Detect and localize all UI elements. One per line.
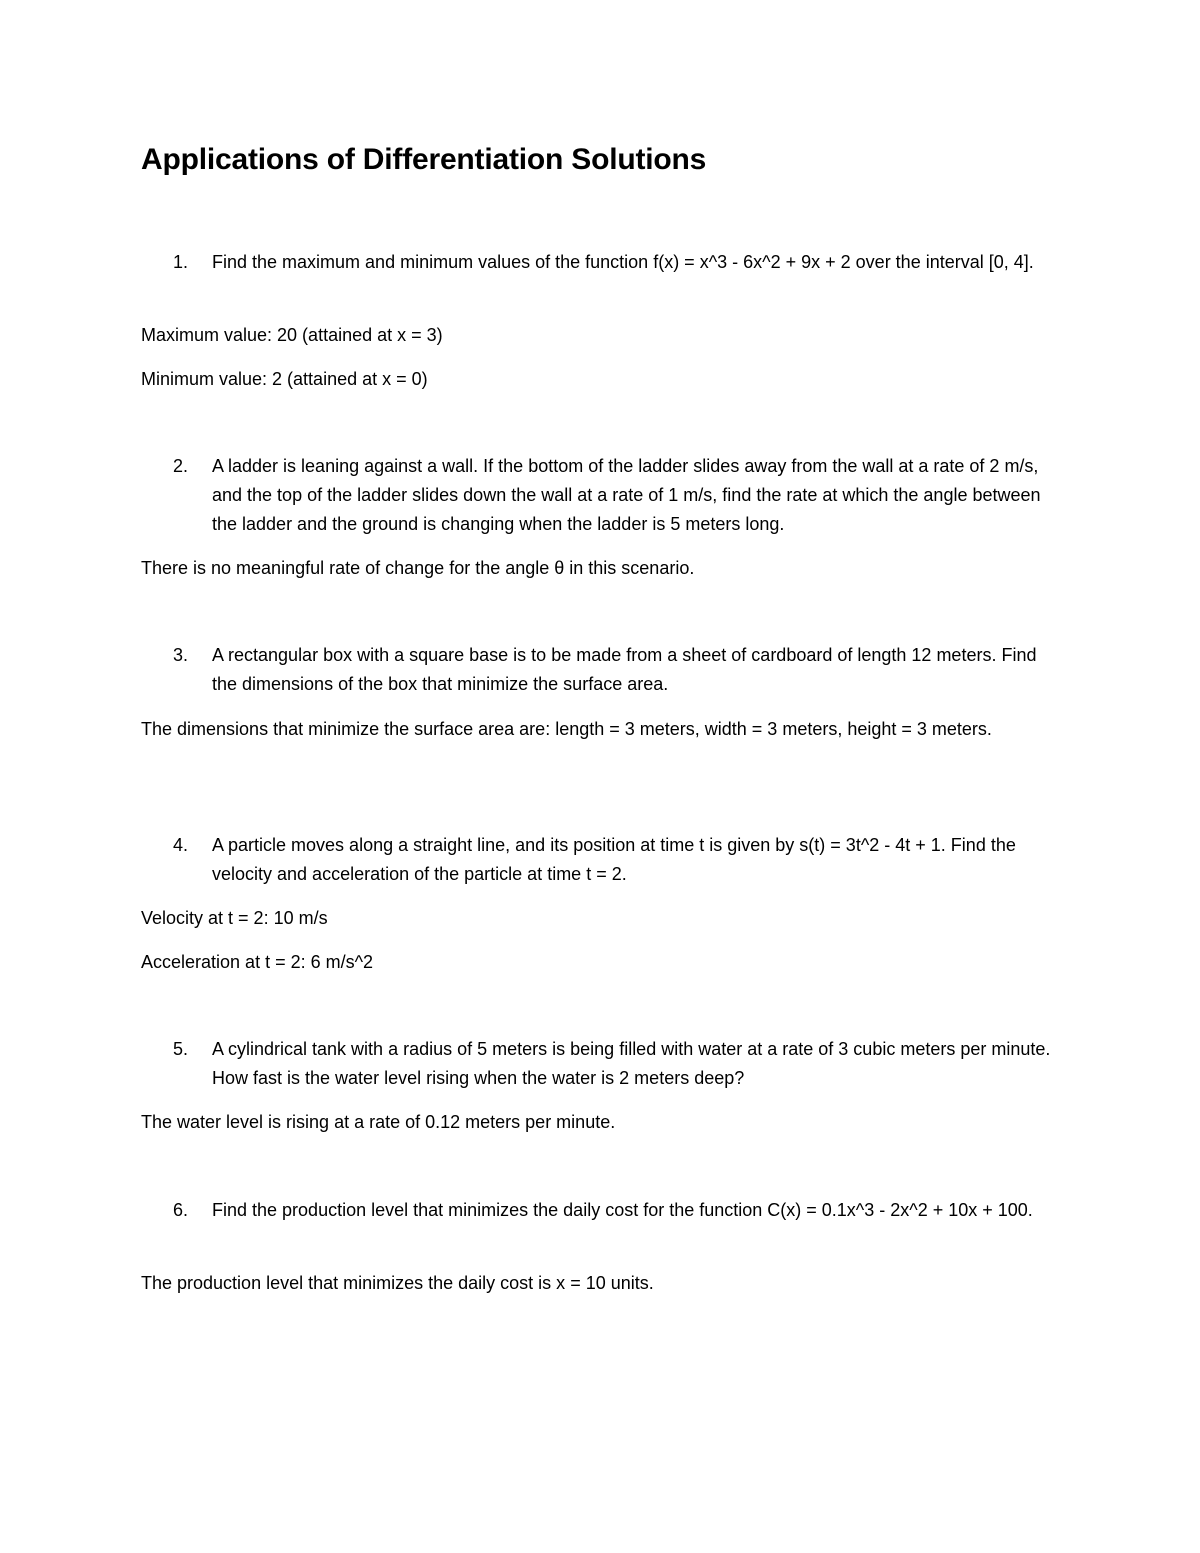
question-4 [141,831,1061,889]
answer-6: The production level that minimizes the daily cost is x = 10 units. [141,1273,654,1293]
document-title: Applications of Differentiation Solutions [141,143,707,176]
question-6 [141,1196,1061,1225]
question-text: A rectangular box with a square base is to be made from a sheet of cardboard of length 12 meters. Find the dimensions of the box that minimize the surface area. [212,645,1037,694]
question-5 [141,1035,1061,1093]
question-text: Find the production level that minimizes the daily cost for the function C(x) = 0.1x^3 - 2x^2 + 10x + 100. [212,1200,1033,1220]
answer-4-velocity: Velocity at t = 2: 10 m/s [141,908,328,928]
question-text: A particle moves along a straight line, and its position at time t is given by s(t) = 3t^2 - 4t + 1. Find the velocity and acceleration of the particle at time t = 2. [212,835,1016,884]
question-number: 2. [173,456,189,476]
question-number: 3. [173,645,189,665]
question-number: 4. [173,835,189,855]
answer-4-acceleration: Acceleration at t = 2: 6 m/s^2 [141,952,374,972]
question-2 [141,452,1061,539]
question-3 [141,641,1061,699]
question-1 [141,248,1061,277]
answer-3: The dimensions that minimize the surface area are: length = 3 meters, width = 3 meters, height = 3 meters. [141,719,992,739]
question-text: Find the maximum and minimum values of the function f(x) = x^3 - 6x^2 + 9x + 2 over the interval [0, 4]. [212,252,1034,272]
answer-2: There is no meaningful rate of change for the angle θ in this scenario. [141,558,695,578]
answer-1-max: Maximum value: 20 (attained at x = 3) [141,325,443,345]
question-number: 6. [173,1200,189,1220]
question-number: 5. [173,1039,189,1059]
question-text: A ladder is leaning against a wall. If the bottom of the ladder slides away from the wall at a rate of 2 m/s, and the top of the ladder slides down the wall at a rate of 1 m/s, find the rate at which the angle between the ladder and the ground is changing when the ladder is 5 meters long. [212,456,1041,534]
answer-5: The water level is rising at a rate of 0.12 meters per minute. [141,1112,616,1132]
answer-1-min: Minimum value: 2 (attained at x = 0) [141,369,428,389]
question-text: A cylindrical tank with a radius of 5 meters is being filled with water at a rate of 3 cubic meters per minute. How fast is the water level rising when the water is 2 meters deep? [212,1039,1051,1088]
question-number: 1. [173,252,189,272]
